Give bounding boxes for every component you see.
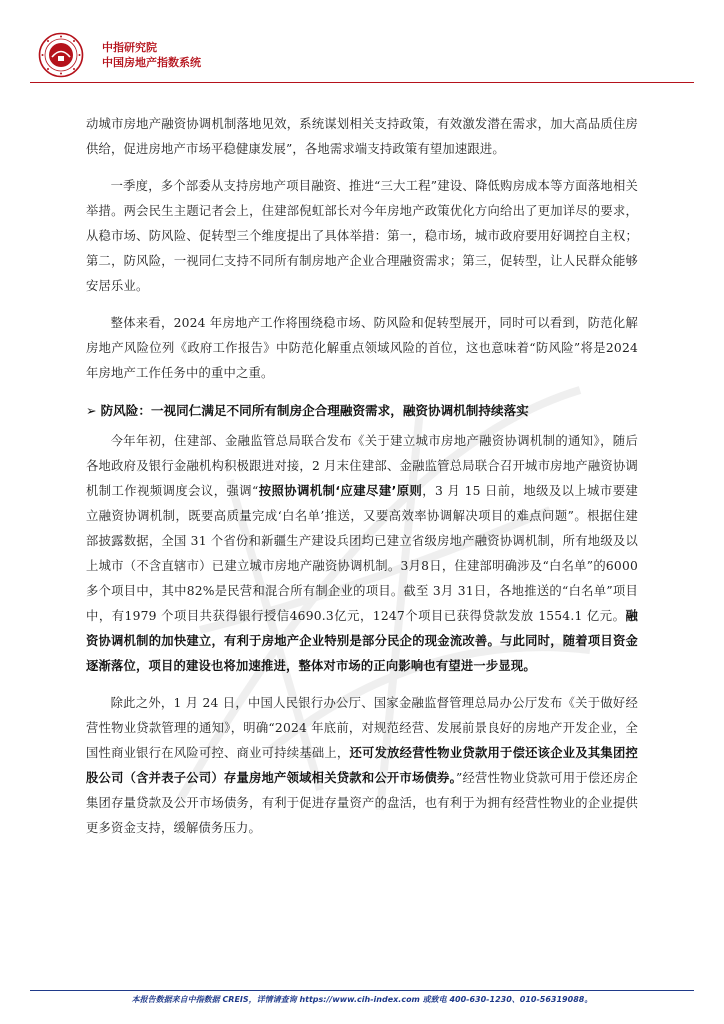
brand-block [102,40,201,70]
footer-note: 本报告数据来自中指数据 CREIS，详情请查询 https://www.cih-index.com 或致电 400-630-1230、010-56319088。 [131,995,593,1004]
p5-part-a: 除此之外，1 月 24 日，中国人民银行办公厅、国家金融监督管理总局办公厅发布《关于做好经营性物业贷款管理的通知》，明确“2024 年底前，对规范经营、发展前景良好的房地产开发企业，全国性商业银行在风险可控、商业可持续基础上， [86,696,638,760]
p5-part-c: ”经营性物业贷款可用于偿还房企集团存量贷款及公开市场债务，有利于促进存量资产的盘活，也有利于为拥有经营性物业的企业提供更多资金支持，缓解债务压力。 [86,771,638,835]
paragraph-1: 动城市房地产融资协调机制落地见效，系统谋划相关支持政策，有效激发潜在需求，加大高品质住房供给，促进房地产市场平稳健康发展”，各地需求端支持政策有望加速跟进。 [86,117,638,156]
p4-bold-conclusion: 融资协调机制的加快建立，有利于房地产企业特别是部分民企的现金流改善。与此同时，随着项目资金逐渐落位，项目的建设也将加速推进，整体对市场的正向影响也有望进一步显现。 [86,609,638,673]
document-body [86,112,638,841]
cih-seal-logo-icon [38,32,84,78]
header-divider [30,82,694,83]
p4-part-a: 今年年初，住建部、金融监管总局联合发布《关于建立城市房地产融资协调机制的通知》，随后各地政府及银行金融机构积极跟进对接，2 月末住建部、金融监管总局联合召开城市房地产融资协调机制工作视频调度会议，强调“ [86,434,638,498]
paragraph-3: 整体来看，2024 年房地产工作将围绕稳市场、防风险和促转型展开，同时可以看到，防范化解房地产风险位列《政府工作报告》中防范化解重点领域风险的首位，这也意味着“防风险”将是2024年房地产工作任务中的重中之重。 [86,316,638,380]
section-heading [86,398,638,423]
p5-bold-loan-use: 还可发放经营性物业贷款用于偿还该企业及其集团控股公司（含并表子公司）存量房地产领域相关贷款和公开市场债券。 [86,746,639,785]
system-name: 中国房地产指数系统 [102,56,201,69]
footer-divider [30,990,694,991]
paragraph-2: 一季度，多个部委从支持房地产项目融资、推进“三大工程”建设、降低购房成本等方面落地相关举措。两会民生主题记者会上，住建部倪虹部长对今年房地产政策优化方向给出了更加详尽的要求，从稳市场、防风险、促转型三个维度提出了具体举措：第一，稳市场，城市政府要用好调控自主权；第二，防风险，一视同仁支持不同所有制房地产企业合理融资需求；第三，促转型，让人民群众能够安居乐业。 [86,179,638,293]
p4-part-c: ，3 月 15 日前，地级及以上城市要建立融资协调机制，既要高质量完成‘白名单’推送，又要高效率协调解决项目的难点问题”。根据住建部披露数据，全国 31 个省份和新疆生产建设兵团均已建立省级房地产融资协调机制，所有地级及以上城市（不含直辖市）已建立城市房地产融资协调机制。3月8日，住建部明确涉及“白名单”的6000多个项目中，其中82%是民营和混合所有制企业的项目。截至 3月 31日，各地推送的“白名单”项目中，有1979 个项目共获得银行授信4690.3亿元，1247个项目已获得贷款发放 1554.1 亿元。 [86,484,638,623]
p4-bold-principle: 按照协调机制‘应建尽建’原则 [258,484,423,498]
page-header [30,30,690,80]
paragraph-4 [86,429,638,679]
paragraph-5 [86,691,638,841]
arrow-bullet-icon: ➢ [86,403,97,418]
section-heading-text: 防风险：一视同仁满足不同所有制房企合理融资需求，融资协调机制持续落实 [100,403,529,418]
org-name: 中指研究院 [102,41,157,54]
